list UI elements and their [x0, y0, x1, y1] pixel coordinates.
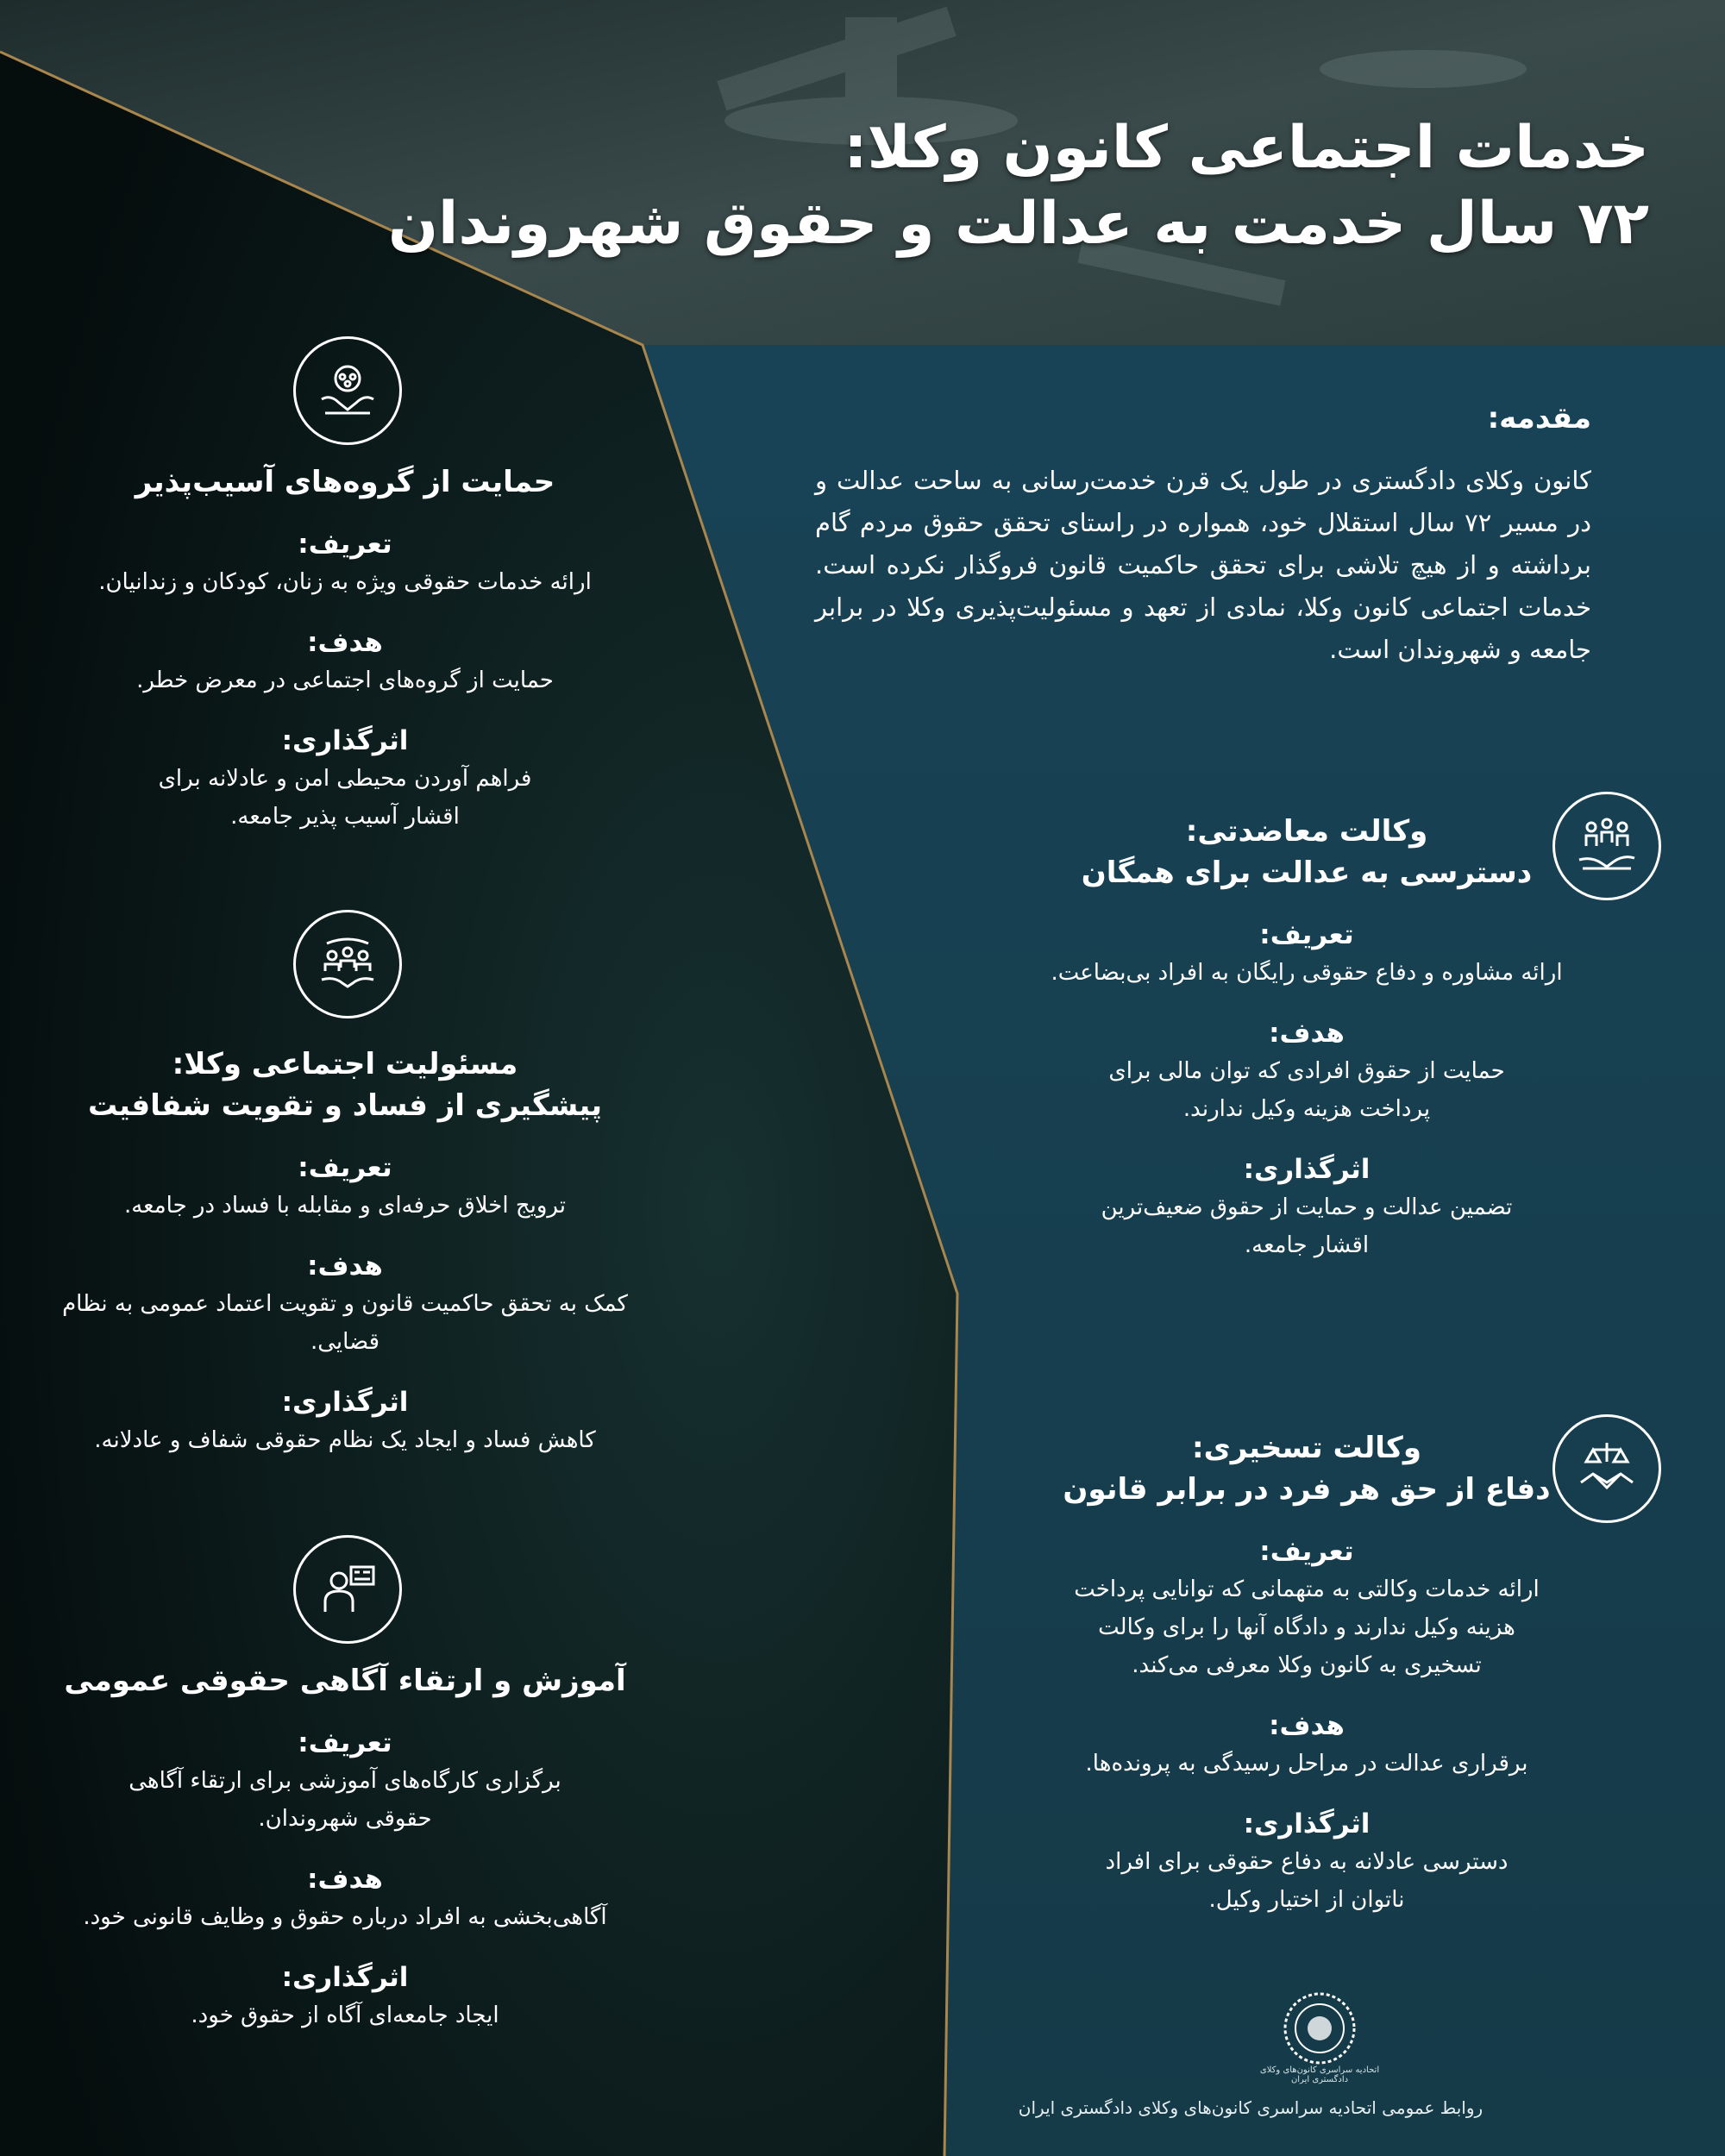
impact-text: تضمین عدالت و حمایت از حقوق ضعیف‌ترین اقشار جامعه. [1101, 1194, 1513, 1258]
community-hand-icon [293, 910, 402, 1018]
goal-label: هدف: [1269, 1018, 1345, 1049]
goal-text: آگاهی‌بخشی به افراد درباره حقوق و وظایف قانونی خود. [83, 1904, 607, 1930]
goal-text: حمایت از حقوق افرادی که توان مالی برای پرداخت هزینه وکیل ندارند. [1108, 1058, 1505, 1122]
intro-text: کانون وکلای دادگستری در طول یک قرن خدمت‌رسانی به ساحت عدالت و در مسیر ۷۲ سال استقلال خود، همواره در راستای تحقق حقوق مردم گام برداشته و از هیچ تلاشی برای تحقق حاکمیت قانون فروگذار نکرده است. خدمات اجتماعی کانون وکلا، نمادی از تعهد و مسئولیت‌پذیری وکلا در برابر جامعه و شهروندان است. [815, 466, 1591, 664]
section-title: حمایت از گروه‌های آسیب‌پذیر [135, 465, 555, 499]
definition-label: تعریف: [1259, 919, 1354, 950]
definition-text: ترویج اخلاق حرفه‌ای و مقابله با فساد در جامعه. [123, 1193, 567, 1219]
section-appointed-counsel [1005, 1427, 1609, 1919]
section-title: وکالت تسخیری: [1192, 1431, 1421, 1465]
section-subtitle: پیشگیری از فساد و تقویت شفافیت [88, 1088, 602, 1123]
vulnerable-groups-hand-icon [293, 336, 402, 445]
impact-text: کاهش فساد و ایجاد یک نظام حقوقی شفاف و عادلانه. [94, 1427, 596, 1453]
impact-label: اثرگذاری: [1243, 1808, 1371, 1839]
definition-label: تعریف: [298, 1727, 392, 1758]
definition-text: برگزاری کارگاه‌های آموزشی برای ارتقاء آگاهی حقوقی شهروندان. [129, 1768, 561, 1832]
section-subtitle: دفاع از حق هر فرد در برابر قانون [1063, 1472, 1551, 1507]
goal-text: حمایت از گروه‌های اجتماعی در معرض خطر. [136, 667, 554, 693]
goal-label: هدف: [307, 1864, 383, 1895]
section-title: آموزش و ارتقاء آگاهی حقوقی عمومی [64, 1664, 626, 1698]
impact-text: دسترسی عادلانه به دفاع حقوقی برای افراد ناتوان از اختیار وکیل. [1105, 1849, 1509, 1913]
footer-text: روابط عمومی اتحادیه سراسری کانون‌های وکلای دادگستری ایران [1018, 2097, 1484, 2118]
impact-label: اثرگذاری: [281, 1387, 409, 1418]
page-title-line1: خدمات اجتماعی کانون وکلا: [844, 114, 1649, 182]
section-vulnerable-groups [60, 461, 630, 836]
impact-text: ایجاد جامعه‌ای آگاه از حقوق خود. [191, 2002, 499, 2028]
section-title: مسئولیت اجتماعی وکلا: [172, 1047, 518, 1081]
definition-text: ارائه مشاوره و دفاع حقوقی رایگان به افراد بی‌بضاعت. [1051, 960, 1563, 986]
logo-caption: اتحادیه سراسری کانون‌های وکلای دادگستری ایران [1259, 2065, 1380, 2084]
goal-label: هدف: [307, 627, 383, 658]
goal-label: هدف: [307, 1250, 383, 1282]
section-subtitle: دسترسی به عدالت برای همگان [1081, 856, 1533, 890]
definition-text: ارائه خدمات وکالتی به متهمانی که توانایی پرداخت هزینه وکیل ندارند و دادگاه آنها را برای وکالت تسخیری به کانون وکلا معرفی می‌کند. [1074, 1576, 1540, 1678]
definition-text: ارائه خدمات حقوقی ویژه به زنان، کودکان و زندانیان. [98, 569, 592, 595]
goal-label: هدف: [1269, 1710, 1345, 1741]
teacher-presentation-icon [293, 1535, 402, 1644]
section-title: وکالت معاضدتی: [1185, 814, 1428, 849]
definition-label: تعریف: [298, 1152, 392, 1183]
impact-text: فراهم آوردن محیطی امن و عادلانه برای اقشار آسیب پذیر جامعه. [158, 766, 532, 830]
intro-heading: مقدمه: [1487, 401, 1591, 436]
definition-label: تعریف: [1259, 1536, 1354, 1567]
definition-label: تعریف: [298, 529, 392, 560]
page-title-line2: ۷۲ سال خدمت به عدالت و حقوق شهروندان [388, 190, 1649, 258]
page-title [355, 110, 1649, 262]
intro-block [815, 401, 1591, 671]
goal-text: کمک به تحقق حاکمیت قانون و تقویت اعتماد عمومی به نظام قضایی. [62, 1291, 628, 1355]
impact-label: اثرگذاری: [281, 725, 409, 756]
impact-label: اثرگذاری: [1243, 1154, 1371, 1185]
section-legal-aid [1005, 811, 1609, 1264]
impact-label: اثرگذاری: [281, 1962, 409, 1993]
section-social-responsibility [60, 1044, 630, 1459]
section-legal-education [60, 1660, 630, 2034]
goal-text: برقراری عدالت در مراحل رسیدگی به پرونده‌ها. [1085, 1751, 1528, 1777]
